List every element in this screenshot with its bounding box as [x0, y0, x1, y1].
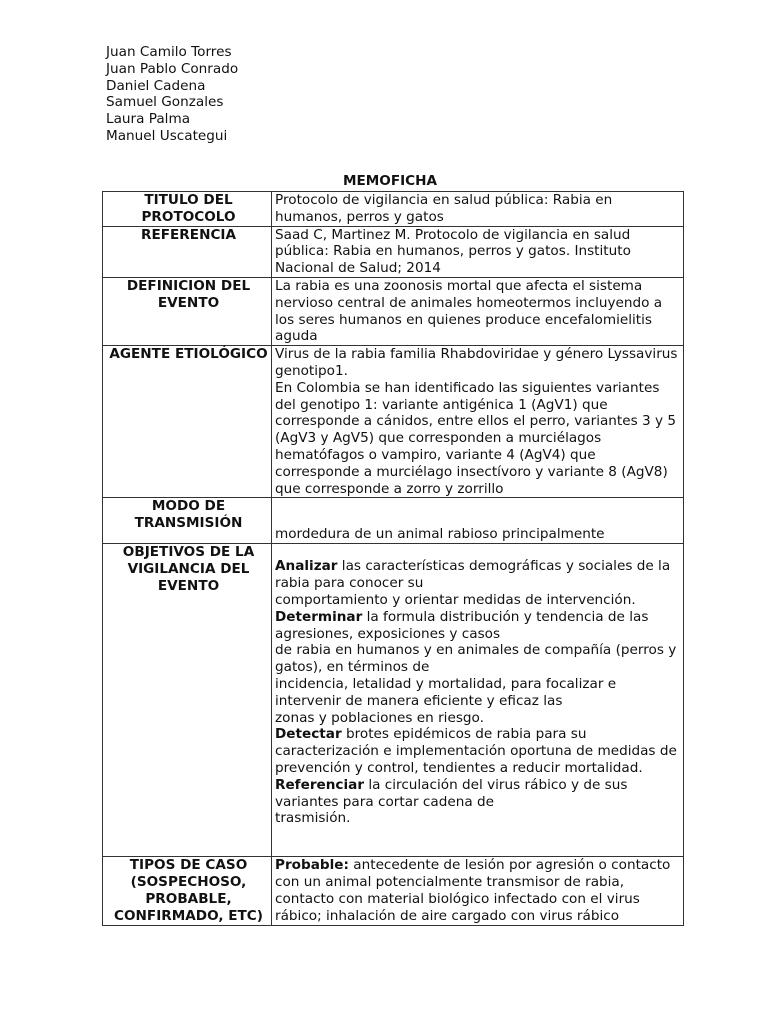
objetivo-referenciar: [275, 777, 683, 811]
tipos-text: antecedente de lesión por agresión o contacto con un animal potencialmente transmisor de rabia, contacto con material biológico infectado con el virus rábico; inhalación de aire cargado con virus rábico: [275, 857, 671, 924]
row-value-agente: [272, 346, 684, 498]
row-label-agente: AGENTE ETIOLÓGICO: [103, 346, 272, 498]
author-name: Manuel Uscategui: [106, 127, 228, 144]
table-row: [103, 498, 684, 544]
objetivo-text: las características demográficas y sociales de la rabia para conocer su: [275, 558, 671, 592]
row-label-definicion: DEFINICION DEL EVENTO: [103, 277, 272, 345]
keyword: Determinar: [275, 608, 363, 625]
document-title: MEMOFICHA: [342, 173, 438, 189]
author-name: Juan Pablo Conrado: [106, 60, 239, 77]
objetivo-text: trasmisión.: [275, 810, 351, 827]
table-row: [103, 277, 684, 345]
objetivo-text: la circulación del virus rábico y de sus variantes para cortar cadena de: [275, 776, 628, 810]
row-label-modo: MODO DE TRANSMISIÓN: [103, 498, 272, 544]
objetivo-text: de rabia en humanos y en animales de compañía (perros y gatos), en términos de: [275, 642, 677, 676]
objetivo-text: comportamiento y orientar medidas de intervención.: [275, 591, 636, 608]
author-name: Samuel Gonzales: [106, 94, 224, 111]
row-value-tipos: [272, 857, 684, 925]
objetivo-text: incidencia, letalidad y mortalidad, para focalizar e intervenir de manera eficiente y eficaz las: [275, 675, 617, 709]
row-value-referencia: Saad C, Martinez M. Protocolo de vigilancia en salud pública: Rabia en humanos, perros y gatos. Instituto Nacional de Salud; 2014: [272, 226, 684, 277]
author-name: Juan Camilo Torres: [106, 44, 232, 60]
row-value-objetivos: [272, 544, 684, 857]
objetivo-text: brotes epidémicos de rabia para su caracterización e implementación oportuna de medidas de prevención y control, tendientes a reducir mortalidad.: [275, 726, 677, 776]
objetivo-text: zonas y poblaciones en riesgo.: [275, 709, 484, 726]
modo-text: mordedura de un animal rabioso principalmente: [275, 525, 605, 542]
table-row: [103, 857, 684, 925]
agente-paragraph: En Colombia se han identificado las siguientes variantes del genotipo 1: variante antigénica 1 (AgV1) que corresponde a cánidos, entre ellos el perro, variantes 3 y 5 (AgV3 y AgV5) que corresponden a murciélagos hematófagos o vampiro, variante 4 (AgV4) que corresponde a murciélago insectívoro y variante 8 (AgV8) que corresponde a zorro y zorrillo: [275, 379, 677, 497]
table-row: [103, 226, 684, 277]
row-label-tipos: TIPOS DE CASO (SOSPECHOSO, PROBABLE, CONFIRMADO, ETC): [103, 857, 272, 925]
objetivo-determinar: [275, 609, 683, 643]
agente-paragraph: Virus de la rabia familia Rhabdoviridae y género Lyssavirus genotipo1.: [275, 346, 678, 379]
objetivo-analizar: [275, 558, 683, 592]
memoficha-table: [102, 191, 684, 926]
table-row: [103, 192, 684, 227]
row-value-modo: [272, 498, 684, 544]
objetivo-detectar: [275, 726, 683, 776]
author-name: Laura Palma: [106, 111, 191, 128]
table-row: [103, 544, 684, 857]
row-value-titulo: Protocolo de vigilancia en salud pública: Rabia en humanos, perros y gatos: [272, 192, 684, 227]
keyword: Referenciar: [275, 776, 365, 793]
table-row: [103, 346, 684, 498]
authors-list: [106, 44, 238, 145]
keyword: Probable:: [275, 857, 349, 874]
keyword: Analizar: [275, 558, 338, 575]
objetivo-text: la formula distribución y tendencia de las agresiones, exposiciones y casos: [275, 608, 649, 642]
row-label-titulo: TITULO DEL PROTOCOLO: [103, 192, 272, 227]
row-value-definicion: La rabia es una zoonosis mortal que afecta el sistema nervioso central de animales homeotermos incluyendo a los seres humanos en quienes produce encefalomielitis aguda: [272, 277, 684, 345]
row-label-objetivos: OBJETIVOS DE LA VIGILANCIA DEL EVENTO: [103, 544, 272, 857]
keyword: Detectar: [275, 726, 342, 743]
author-name: Daniel Cadena: [106, 77, 206, 94]
row-label-referencia: REFERENCIA: [103, 226, 272, 277]
